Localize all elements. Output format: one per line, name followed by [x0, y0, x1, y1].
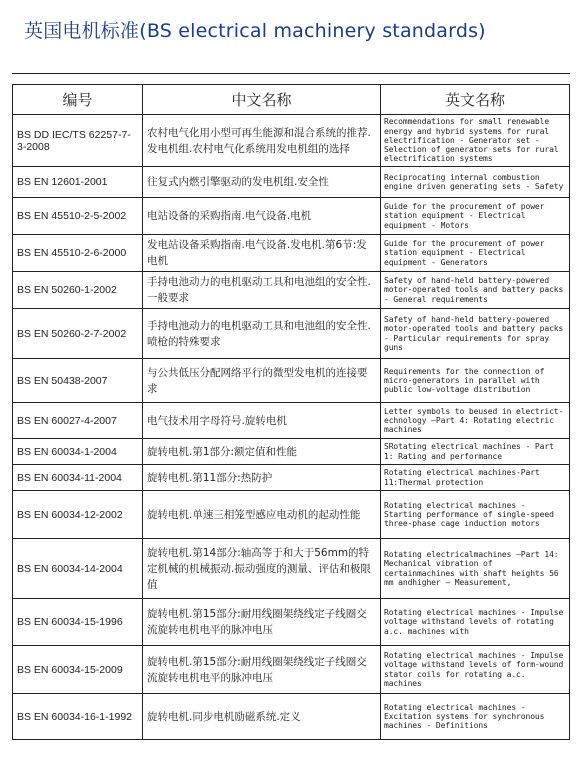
english-name: Guide for the procurement of power station equipment - Electrical equipment - Generators: [381, 235, 570, 272]
table-row: [13, 539, 570, 599]
table-row: [13, 599, 570, 646]
english-name: Rotating electricalmachines —Part 14: Mechanical vibration of certainmachines with shaft heights 56 mm andhigher — Measurement,: [381, 539, 570, 599]
standard-code: BS EN 45510-2-5-2002: [13, 198, 143, 235]
english-name: Safety of hand-held battery-powered motor-operated tools and battery packs - Particular requirements for spray guns: [381, 309, 570, 359]
chinese-name: 农村电气化用小型可再生能源和混合系统的推荐.发电机组.农村电气化系统用发电机组的选择: [143, 115, 381, 167]
english-name: Rotating electrical machines-Part 11:Thermal protection: [381, 465, 570, 491]
standard-code: BS EN 60034-15-1996: [13, 599, 143, 646]
title-divider: [12, 73, 570, 74]
table-row: [13, 235, 570, 272]
column-header-english-name: 英文名称: [381, 85, 570, 115]
table-row: [13, 272, 570, 309]
standard-code: BS EN 50260-2-7-2002: [13, 309, 143, 359]
chinese-name: 手持电池动力的电机驱动工具和电池组的安全性.喷枪的特殊要求: [143, 309, 381, 359]
english-name: Rotating electrical machines - Impulse voltage withstand levels of form-wound stator coils for rotating a.c. machines: [381, 646, 570, 694]
chinese-name: 旋转电机.第15部分:耐用线圈架绕线定子线圈交流旋转电机电平的脉冲电压: [143, 599, 381, 646]
chinese-name: 与公共低压分配网络平行的微型发电机的连接要求: [143, 359, 381, 403]
english-name: Letter symbols to beused in electrict-echnology —Part 4: Rotating electric machines: [381, 403, 570, 439]
english-name: Guide for the procurement of power station equipment - Electrical equipment - Motors: [381, 198, 570, 235]
chinese-name: 旋转电机.第15部分:耐用线圈架绕线定子线圈交流旋转电机电平的脉冲电压: [143, 646, 381, 694]
table-row: [13, 359, 570, 403]
table-row: [13, 694, 570, 740]
standard-code: BS EN 60034-16-1-1992: [13, 694, 143, 740]
english-name: SRotating electrical machines - Part 1: Rating and performance: [381, 439, 570, 465]
table-row: [13, 115, 570, 167]
chinese-name: 发电站设备采购指南.电气设备.发电机.第6节:发电机: [143, 235, 381, 272]
chinese-name: 电气技术用字母符号.旋转电机: [143, 403, 381, 439]
table-row: [13, 403, 570, 439]
english-name: Safety of hand-held battery-powered motor-operated tools and battery packs - General requirements: [381, 272, 570, 309]
standard-code: BS EN 60034-1-2004: [13, 439, 143, 465]
standard-code: BS EN 45510-2-6-2000: [13, 235, 143, 272]
chinese-name: 电站设备的采购指南.电气设备.电机: [143, 198, 381, 235]
standard-code: BS EN 12601-2001: [13, 167, 143, 198]
column-header-code: 编号: [13, 85, 143, 115]
table-row: [13, 309, 570, 359]
standard-code: BS EN 60034-15-2009: [13, 646, 143, 694]
table-row: [13, 439, 570, 465]
english-name: Reciprocating internal combustion engine driven generating sets - Safety: [381, 167, 570, 198]
table-header-row: [13, 85, 570, 115]
standard-code: BS EN 50438-2007: [13, 359, 143, 403]
standard-code: BS EN 50260-1-2002: [13, 272, 143, 309]
table-row: [13, 646, 570, 694]
chinese-name: 旋转电机.同步电机励磁系统.定义: [143, 694, 381, 740]
table-row: [13, 491, 570, 539]
chinese-name: 旋转电机.第14部分:轴高等于和大于56mm的特定机械的机械振动.振动强度的测量、评估和极限值: [143, 539, 381, 599]
standards-table: [12, 84, 570, 740]
table-row: [13, 198, 570, 235]
chinese-name: 手持电池动力的电机驱动工具和电池组的安全性.一般要求: [143, 272, 381, 309]
chinese-name: 往复式内燃引擎驱动的发电机组.安全性: [143, 167, 381, 198]
standard-code: BS EN 60027-4-2007: [13, 403, 143, 439]
english-name: Rotating electrical machines - Starting performance of single-speed three-phase cage induction motors: [381, 491, 570, 539]
english-name: Recommendations for small renewable energy and hybrid systems for rural electrification - Generator set - Selection of generator sets for rural electrification systems: [381, 115, 570, 167]
table-row: [13, 465, 570, 491]
standard-code: BS EN 60034-12-2002: [13, 491, 143, 539]
chinese-name: 旋转电机.第1部分:额定值和性能: [143, 439, 381, 465]
table-row: [13, 167, 570, 198]
standard-code: BS DD IEC/TS 62257-7-3-2008: [13, 115, 143, 167]
page-title: 英国电机标准(BS electrical machinery standards): [24, 20, 486, 42]
chinese-name: 旋转电机.单速三相笼型感应电动机的起动性能: [143, 491, 381, 539]
english-name: Requirements for the connection of micro-generators in parallel with public low-voltage distribution: [381, 359, 570, 403]
column-header-chinese-name: 中文名称: [143, 85, 381, 115]
english-name: Rotating electrical machines - Impulse voltage withstand levels of rotating a.c. machines with: [381, 599, 570, 646]
standard-code: BS EN 60034-11-2004: [13, 465, 143, 491]
standard-code: BS EN 60034-14-2004: [13, 539, 143, 599]
chinese-name: 旋转电机.第11部分:热防护: [143, 465, 381, 491]
english-name: Rotating electrical machines - Excitation systems for synchronous machines - Definitions: [381, 694, 570, 740]
